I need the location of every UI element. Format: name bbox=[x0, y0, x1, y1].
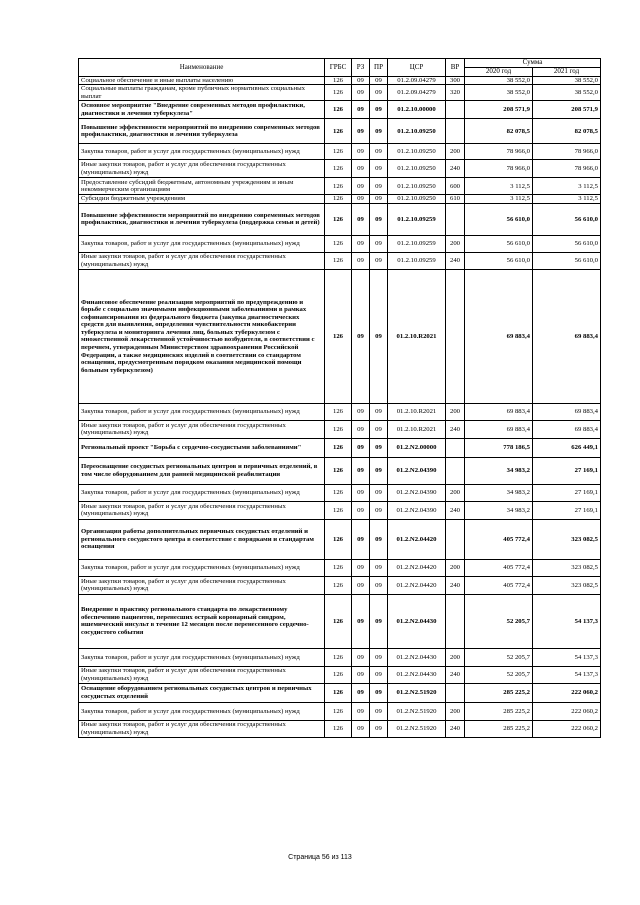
table-row bbox=[79, 76, 601, 85]
table-row bbox=[79, 178, 601, 195]
table-row bbox=[79, 119, 601, 144]
row-name: Региональный проект "Борьба с сердечно-сосудистыми заболеваниями" bbox=[79, 438, 325, 457]
row-sum-2020: 34 983,2 bbox=[465, 484, 533, 501]
row-vr: 240 bbox=[446, 160, 465, 178]
row-sum-2021: 27 169,1 bbox=[533, 484, 601, 501]
row-name: Закупка товаров, работ и услуг для государственных (муниципальных) нужд bbox=[79, 403, 325, 420]
row-pr: 09 bbox=[370, 403, 388, 420]
row-vr: 320 bbox=[446, 85, 465, 101]
row-sum-2020: 78 966,0 bbox=[465, 144, 533, 160]
row-pr: 09 bbox=[370, 85, 388, 101]
table-row bbox=[79, 702, 601, 720]
row-sum-2021: 222 060,2 bbox=[533, 720, 601, 737]
table-row bbox=[79, 576, 601, 594]
row-rz: 09 bbox=[352, 484, 370, 501]
row-name: Закупка товаров, работ и услуг для государственных (муниципальных) нужд bbox=[79, 559, 325, 576]
row-rz: 09 bbox=[352, 195, 370, 204]
row-vr bbox=[446, 519, 465, 559]
table-row bbox=[79, 144, 601, 160]
row-pr: 09 bbox=[370, 119, 388, 144]
row-sum-2021: 78 966,0 bbox=[533, 144, 601, 160]
row-sum-2020: 52 205,7 bbox=[465, 666, 533, 683]
row-pr: 09 bbox=[370, 144, 388, 160]
table-row bbox=[79, 501, 601, 519]
row-grbs: 126 bbox=[325, 648, 352, 666]
row-rz: 09 bbox=[352, 178, 370, 195]
row-csr: 01.2.N2.00000 bbox=[388, 438, 446, 457]
row-rz: 09 bbox=[352, 720, 370, 737]
row-sum-2021: 3 112,5 bbox=[533, 178, 601, 195]
table-row bbox=[79, 484, 601, 501]
row-sum-2021: 56 610,0 bbox=[533, 252, 601, 269]
header-rz: РЗ bbox=[352, 59, 370, 77]
row-csr: 01.2.N2.04430 bbox=[388, 666, 446, 683]
row-sum-2020: 52 205,7 bbox=[465, 594, 533, 648]
row-name: Закупка товаров, работ и услуг для государственных (муниципальных) нужд bbox=[79, 235, 325, 252]
row-grbs: 126 bbox=[325, 594, 352, 648]
row-pr: 09 bbox=[370, 720, 388, 737]
row-pr: 09 bbox=[370, 420, 388, 438]
row-grbs: 126 bbox=[325, 559, 352, 576]
row-sum-2020: 405 772,4 bbox=[465, 519, 533, 559]
row-name: Иные закупки товаров, работ и услуг для обеспечения государственных (муниципальных) нужд bbox=[79, 252, 325, 269]
row-pr: 09 bbox=[370, 501, 388, 519]
table-row bbox=[79, 457, 601, 484]
row-vr bbox=[446, 438, 465, 457]
row-sum-2020: 38 552,0 bbox=[465, 76, 533, 85]
row-sum-2021: 222 060,2 bbox=[533, 683, 601, 702]
row-rz: 09 bbox=[352, 683, 370, 702]
row-rz: 09 bbox=[352, 252, 370, 269]
table-row bbox=[79, 666, 601, 683]
row-sum-2021: 69 883,4 bbox=[533, 269, 601, 403]
row-sum-2021: 56 610,0 bbox=[533, 203, 601, 235]
row-sum-2020: 69 883,4 bbox=[465, 420, 533, 438]
row-pr: 09 bbox=[370, 160, 388, 178]
row-sum-2020: 56 610,0 bbox=[465, 203, 533, 235]
row-name: Закупка товаров, работ и услуг для государственных (муниципальных) нужд bbox=[79, 648, 325, 666]
row-grbs: 126 bbox=[325, 666, 352, 683]
row-grbs: 126 bbox=[325, 252, 352, 269]
row-vr bbox=[446, 594, 465, 648]
table-row bbox=[79, 519, 601, 559]
row-sum-2021: 222 060,2 bbox=[533, 702, 601, 720]
row-csr: 01.2.10.09259 bbox=[388, 203, 446, 235]
row-csr: 01.2.N2.04420 bbox=[388, 519, 446, 559]
row-csr: 01.2.N2.51920 bbox=[388, 720, 446, 737]
row-pr: 09 bbox=[370, 457, 388, 484]
row-pr: 09 bbox=[370, 252, 388, 269]
row-rz: 09 bbox=[352, 438, 370, 457]
header-csr: ЦСР bbox=[388, 59, 446, 77]
table-row bbox=[79, 420, 601, 438]
row-name: Предоставление субсидий бюджетным, автономным учреждениям и иным некоммерческим организациям bbox=[79, 178, 325, 195]
table-body bbox=[79, 76, 601, 737]
row-sum-2021: 54 137,3 bbox=[533, 648, 601, 666]
row-sum-2020: 405 772,4 bbox=[465, 559, 533, 576]
table-row bbox=[79, 559, 601, 576]
row-pr: 09 bbox=[370, 559, 388, 576]
row-grbs: 126 bbox=[325, 144, 352, 160]
row-name: Иные закупки товаров, работ и услуг для обеспечения государственных (муниципальных) нужд bbox=[79, 576, 325, 594]
row-csr: 01.2.10.R2021 bbox=[388, 269, 446, 403]
table-row bbox=[79, 594, 601, 648]
row-rz: 09 bbox=[352, 160, 370, 178]
row-rz: 09 bbox=[352, 594, 370, 648]
row-name: Субсидии бюджетным учреждениям bbox=[79, 195, 325, 204]
row-grbs: 126 bbox=[325, 195, 352, 204]
row-sum-2021: 27 169,1 bbox=[533, 457, 601, 484]
row-csr: 01.2.N2.51920 bbox=[388, 702, 446, 720]
row-rz: 09 bbox=[352, 235, 370, 252]
row-csr: 01.2.09.04279 bbox=[388, 85, 446, 101]
row-sum-2020: 34 983,2 bbox=[465, 501, 533, 519]
row-sum-2020: 3 112,5 bbox=[465, 178, 533, 195]
row-sum-2021: 78 966,0 bbox=[533, 160, 601, 178]
row-name: Переоснащение сосудистых региональных центров и первичных отделений, в том числе оборудованием для ранней медицинской реабилитации bbox=[79, 457, 325, 484]
table-row bbox=[79, 683, 601, 702]
row-vr bbox=[446, 683, 465, 702]
row-sum-2021: 69 883,4 bbox=[533, 420, 601, 438]
row-sum-2021: 54 137,3 bbox=[533, 594, 601, 648]
row-pr: 09 bbox=[370, 269, 388, 403]
row-vr: 240 bbox=[446, 666, 465, 683]
row-pr: 09 bbox=[370, 76, 388, 85]
row-name: Финансовое обеспечение реализации мероприятий по предупреждению и борьбе с социально значимыми инфекционными заболеваниями в рамках софинансирования из федерального бюджета (закупка диагностических средств для выявления, определения чувствительности микобактерии туберкулеза и мониторинга лечения лиц, больных туберкулезом с множественной лекарственной устойчивостью возбудителя, в соответствии с перечнем, утвержденным Министерством здравоохранения Российской Федерации, а также медицинских изделий в соответствии со стандартом оснащения, предусмотренным порядком оказания медицинской помощи больным туберкулезом) bbox=[79, 269, 325, 403]
row-sum-2020: 82 078,5 bbox=[465, 119, 533, 144]
row-name: Оснащение оборудованием региональных сосудистых центров и первичных сосудистых отделений bbox=[79, 683, 325, 702]
header-pr: ПР bbox=[370, 59, 388, 77]
row-sum-2020: 56 610,0 bbox=[465, 235, 533, 252]
header-year-2021: 2021 год bbox=[533, 68, 601, 77]
row-sum-2021: 323 082,5 bbox=[533, 559, 601, 576]
row-grbs: 126 bbox=[325, 235, 352, 252]
row-pr: 09 bbox=[370, 101, 388, 119]
row-name: Повышение эффективности мероприятий по внедрению современных методов профилактики, диагностики и лечения туберкулеза bbox=[79, 119, 325, 144]
row-grbs: 126 bbox=[325, 457, 352, 484]
table-row bbox=[79, 403, 601, 420]
row-pr: 09 bbox=[370, 519, 388, 559]
row-csr: 01.2.N2.04390 bbox=[388, 501, 446, 519]
row-grbs: 126 bbox=[325, 269, 352, 403]
budget-table bbox=[78, 58, 601, 738]
row-sum-2020: 69 883,4 bbox=[465, 269, 533, 403]
row-name: Основное мероприятие "Внедрение современных методов профилактики, диагностики и лечения туберкулеза" bbox=[79, 101, 325, 119]
row-pr: 09 bbox=[370, 576, 388, 594]
row-name: Социальное обеспечение и иные выплаты населению bbox=[79, 76, 325, 85]
row-sum-2020: 778 186,5 bbox=[465, 438, 533, 457]
row-sum-2021: 69 883,4 bbox=[533, 403, 601, 420]
row-vr: 300 bbox=[446, 76, 465, 85]
row-name: Повышение эффективности мероприятий по внедрению современных методов профилактики, диагностики и лечения туберкулеза (поддержка семьи и детей) bbox=[79, 203, 325, 235]
row-vr: 240 bbox=[446, 252, 465, 269]
row-csr: 01.2.10.09259 bbox=[388, 252, 446, 269]
row-csr: 01.2.10.09259 bbox=[388, 235, 446, 252]
row-grbs: 126 bbox=[325, 519, 352, 559]
row-rz: 09 bbox=[352, 101, 370, 119]
row-rz: 09 bbox=[352, 501, 370, 519]
table-row bbox=[79, 252, 601, 269]
row-csr: 01.2.N2.51920 bbox=[388, 683, 446, 702]
row-name: Иные закупки товаров, работ и услуг для обеспечения государственных (муниципальных) нужд bbox=[79, 160, 325, 178]
row-vr: 610 bbox=[446, 195, 465, 204]
table-row bbox=[79, 203, 601, 235]
row-sum-2021: 38 552,0 bbox=[533, 85, 601, 101]
row-sum-2020: 69 883,4 bbox=[465, 403, 533, 420]
row-csr: 01.2.N2.04420 bbox=[388, 576, 446, 594]
row-name: Иные закупки товаров, работ и услуг для обеспечения государственных (муниципальных) нужд bbox=[79, 420, 325, 438]
row-grbs: 126 bbox=[325, 76, 352, 85]
row-grbs: 126 bbox=[325, 119, 352, 144]
page-number: Страница 56 из 113 bbox=[288, 854, 352, 861]
row-sum-2020: 285 225,2 bbox=[465, 683, 533, 702]
row-grbs: 126 bbox=[325, 160, 352, 178]
row-csr: 01.2.10.R2021 bbox=[388, 403, 446, 420]
row-grbs: 126 bbox=[325, 576, 352, 594]
row-rz: 09 bbox=[352, 559, 370, 576]
row-rz: 09 bbox=[352, 702, 370, 720]
table-row bbox=[79, 235, 601, 252]
row-name: Иные закупки товаров, работ и услуг для обеспечения государственных (муниципальных) нужд bbox=[79, 501, 325, 519]
row-pr: 09 bbox=[370, 195, 388, 204]
row-rz: 09 bbox=[352, 144, 370, 160]
row-csr: 01.2.10.R2021 bbox=[388, 420, 446, 438]
table-row bbox=[79, 101, 601, 119]
row-vr bbox=[446, 269, 465, 403]
header-vr: ВР bbox=[446, 59, 465, 77]
row-vr: 240 bbox=[446, 420, 465, 438]
row-vr bbox=[446, 457, 465, 484]
row-sum-2021: 323 082,5 bbox=[533, 576, 601, 594]
row-pr: 09 bbox=[370, 683, 388, 702]
row-vr bbox=[446, 101, 465, 119]
row-pr: 09 bbox=[370, 484, 388, 501]
table-row bbox=[79, 85, 601, 101]
row-grbs: 126 bbox=[325, 101, 352, 119]
row-grbs: 126 bbox=[325, 720, 352, 737]
row-grbs: 126 bbox=[325, 178, 352, 195]
row-name: Организация работы дополнительных первичных сосудистых отделений и регионального сосудистого центра в соответствие с порядками и стандартам оснащения bbox=[79, 519, 325, 559]
row-rz: 09 bbox=[352, 666, 370, 683]
row-sum-2021: 54 137,3 bbox=[533, 666, 601, 683]
row-rz: 09 bbox=[352, 203, 370, 235]
row-csr: 01.2.10.09250 bbox=[388, 178, 446, 195]
row-sum-2021: 56 610,0 bbox=[533, 235, 601, 252]
row-sum-2021: 82 078,5 bbox=[533, 119, 601, 144]
table-row bbox=[79, 269, 601, 403]
row-sum-2020: 52 205,7 bbox=[465, 648, 533, 666]
table-row bbox=[79, 648, 601, 666]
row-rz: 09 bbox=[352, 576, 370, 594]
row-sum-2021: 3 112,5 bbox=[533, 195, 601, 204]
row-sum-2020: 285 225,2 bbox=[465, 720, 533, 737]
row-vr bbox=[446, 119, 465, 144]
row-rz: 09 bbox=[352, 457, 370, 484]
row-vr bbox=[446, 203, 465, 235]
row-name: Внедрение в практику регионального стандарта по лекарственному обеспечению пациентов, перенесших острый коронарный синдром, ишемический инсульт в течение 12 месяцев после перенесенного сердечно-сосудистого события bbox=[79, 594, 325, 648]
row-sum-2020: 405 772,4 bbox=[465, 576, 533, 594]
row-pr: 09 bbox=[370, 594, 388, 648]
row-pr: 09 bbox=[370, 438, 388, 457]
header-name: Наименование bbox=[79, 59, 325, 77]
row-rz: 09 bbox=[352, 119, 370, 144]
row-csr: 01.2.10.00000 bbox=[388, 101, 446, 119]
row-vr: 200 bbox=[446, 403, 465, 420]
row-vr: 200 bbox=[446, 702, 465, 720]
row-rz: 09 bbox=[352, 269, 370, 403]
row-pr: 09 bbox=[370, 648, 388, 666]
row-csr: 01.2.N2.04430 bbox=[388, 594, 446, 648]
row-grbs: 126 bbox=[325, 85, 352, 101]
row-rz: 09 bbox=[352, 403, 370, 420]
row-grbs: 126 bbox=[325, 501, 352, 519]
row-csr: 01.2.N2.04390 bbox=[388, 457, 446, 484]
row-csr: 01.2.09.04279 bbox=[388, 76, 446, 85]
row-rz: 09 bbox=[352, 648, 370, 666]
row-sum-2020: 208 571,9 bbox=[465, 101, 533, 119]
row-grbs: 126 bbox=[325, 420, 352, 438]
row-csr: 01.2.N2.04420 bbox=[388, 559, 446, 576]
row-name: Закупка товаров, работ и услуг для государственных (муниципальных) нужд bbox=[79, 702, 325, 720]
row-pr: 09 bbox=[370, 203, 388, 235]
row-rz: 09 bbox=[352, 519, 370, 559]
row-vr: 240 bbox=[446, 576, 465, 594]
row-vr: 600 bbox=[446, 178, 465, 195]
row-rz: 09 bbox=[352, 85, 370, 101]
row-grbs: 126 bbox=[325, 683, 352, 702]
table-row bbox=[79, 438, 601, 457]
row-grbs: 126 bbox=[325, 403, 352, 420]
row-sum-2021: 323 082,5 bbox=[533, 519, 601, 559]
row-csr: 01.2.10.09250 bbox=[388, 160, 446, 178]
table-row bbox=[79, 195, 601, 204]
row-vr: 200 bbox=[446, 648, 465, 666]
row-name: Иные закупки товаров, работ и услуг для обеспечения государственных (муниципальных) нужд bbox=[79, 720, 325, 737]
row-grbs: 126 bbox=[325, 438, 352, 457]
row-sum-2020: 285 225,2 bbox=[465, 702, 533, 720]
row-pr: 09 bbox=[370, 666, 388, 683]
table-row bbox=[79, 160, 601, 178]
row-rz: 09 bbox=[352, 76, 370, 85]
row-name: Закупка товаров, работ и услуг для государственных (муниципальных) нужд bbox=[79, 144, 325, 160]
row-sum-2020: 34 983,2 bbox=[465, 457, 533, 484]
row-sum-2021: 38 552,0 bbox=[533, 76, 601, 85]
row-pr: 09 bbox=[370, 235, 388, 252]
row-name: Закупка товаров, работ и услуг для государственных (муниципальных) нужд bbox=[79, 484, 325, 501]
row-sum-2020: 56 610,0 bbox=[465, 252, 533, 269]
row-csr: 01.2.N2.04390 bbox=[388, 484, 446, 501]
row-sum-2020: 3 112,5 bbox=[465, 195, 533, 204]
row-sum-2021: 626 449,1 bbox=[533, 438, 601, 457]
row-csr: 01.2.10.09250 bbox=[388, 119, 446, 144]
header-grbs: ГРБС bbox=[325, 59, 352, 77]
row-grbs: 126 bbox=[325, 484, 352, 501]
row-pr: 09 bbox=[370, 178, 388, 195]
row-csr: 01.2.10.09250 bbox=[388, 195, 446, 204]
row-name: Социальные выплаты гражданам, кроме публичных нормативных социальных выплат bbox=[79, 85, 325, 101]
row-csr: 01.2.10.09250 bbox=[388, 144, 446, 160]
row-vr: 240 bbox=[446, 501, 465, 519]
row-grbs: 126 bbox=[325, 702, 352, 720]
row-vr: 200 bbox=[446, 235, 465, 252]
row-sum-2020: 38 552,0 bbox=[465, 85, 533, 101]
row-name: Иные закупки товаров, работ и услуг для обеспечения государственных (муниципальных) нужд bbox=[79, 666, 325, 683]
row-vr: 200 bbox=[446, 484, 465, 501]
row-sum-2020: 78 966,0 bbox=[465, 160, 533, 178]
row-pr: 09 bbox=[370, 702, 388, 720]
row-vr: 240 bbox=[446, 720, 465, 737]
row-rz: 09 bbox=[352, 420, 370, 438]
row-sum-2021: 208 571,9 bbox=[533, 101, 601, 119]
row-vr: 200 bbox=[446, 559, 465, 576]
row-vr: 200 bbox=[446, 144, 465, 160]
table-row bbox=[79, 720, 601, 737]
row-grbs: 126 bbox=[325, 203, 352, 235]
header-year-2020: 2020 год bbox=[465, 68, 533, 77]
row-sum-2021: 27 169,1 bbox=[533, 501, 601, 519]
row-csr: 01.2.N2.04430 bbox=[388, 648, 446, 666]
header-sum: Сумма bbox=[465, 59, 601, 68]
